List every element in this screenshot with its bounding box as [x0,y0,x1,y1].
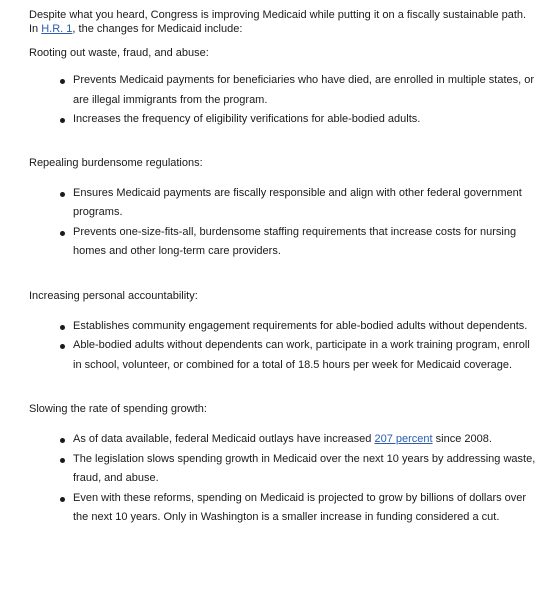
intro-line-1: Despite what you heard, Congress is improving Medicaid while putting it on a fiscally sustainable path. [29,9,527,21]
section-heading-regulations: Repealing burdensome regulations: [29,156,203,169]
list-item [73,184,536,223]
list-item-text: The legislation slows spending growth in Medicaid over the next 10 years by addressing waste, fraud, and abuse. [73,452,536,484]
hr1-link[interactable]: H.R. 1 [41,23,73,35]
list-item-text: Prevents one-size-fits-all, burdensome staffing requirements that increase costs for nursing homes and other long-term care providers. [73,225,517,257]
bullet-list-waste-fraud [29,71,536,130]
list-item-text: Able-bodied adults without dependents can work, participate in a work training program, enroll in school, volunteer, or combined for a total of 18.5 hours per week for Medicaid coverage. [73,339,530,371]
section-heading-spending: Slowing the rate of spending growth: [29,403,207,415]
intro-paragraph [29,8,536,36]
list-item-text: Prevents Medicaid payments for beneficiaries who have died, are enrolled in multiple states, or are illegal immigrants from the program. [73,74,535,106]
outlays-percent-link[interactable]: 207 percent [374,433,433,445]
list-item [73,223,536,262]
bullet-list-spending [29,430,536,528]
bullet-icon [60,192,65,197]
list-item [73,450,536,489]
list-item [73,489,536,528]
list-item [73,336,536,375]
list-item-text: Establishes community engagement requirements for able-bodied adults without dependents. [73,319,528,332]
list-item-text: Ensures Medicaid payments are fiscally responsible and align with other federal government programs. [73,186,522,218]
list-item-text-suffix: since 2008. [432,433,492,445]
list-item [73,317,536,337]
bullet-icon [60,497,65,502]
list-item-text-prefix: As of data available, federal Medicaid outlays have increased [73,433,375,445]
bullet-icon [60,231,65,236]
bullet-icon [60,325,65,330]
list-item [73,430,536,450]
bullet-icon [60,458,65,463]
bullet-icon [60,118,65,123]
list-item-text: Increases the frequency of eligibility verifications for able-bodied adults. [73,113,421,125]
bullet-list-regulations [29,184,536,262]
bullet-list-accountability [29,317,536,376]
section-heading-waste-fraud: Rooting out waste, fraud, and abuse: [29,47,209,59]
bullet-icon [60,344,65,349]
section-heading-accountability: Increasing personal accountability: [29,289,198,302]
list-item [73,110,536,130]
intro-line-2-prefix: In [29,23,42,35]
bullet-icon [60,438,65,443]
bullet-icon [60,79,65,84]
intro-line-2-suffix: , the changes for Medicaid include: [72,23,243,35]
list-item-text: Even with these reforms, spending on Medicaid is projected to grow by billions of dollars over the next 10 years. Only in Washington is a smaller increase in funding considered a cut. [73,491,527,523]
list-item [73,71,536,110]
